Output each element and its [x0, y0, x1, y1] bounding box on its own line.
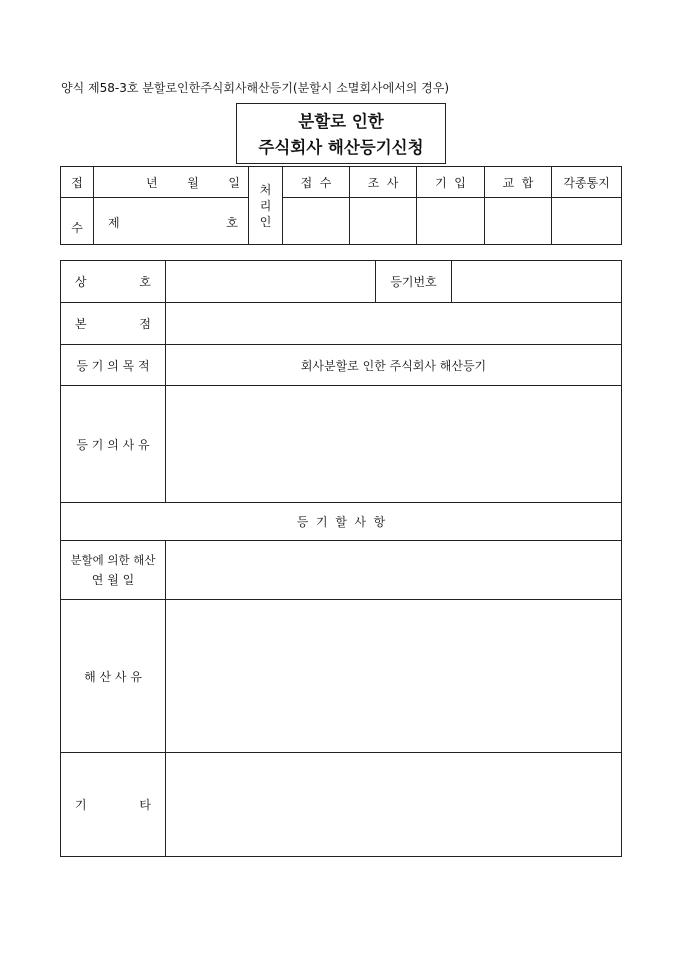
head-office-field[interactable]	[166, 303, 622, 345]
receipt-date-cell[interactable]	[94, 167, 249, 198]
processor-label: 처 리 인	[249, 167, 283, 245]
ho-label: 호	[226, 216, 238, 230]
registration-number-label: 등기번호	[376, 261, 452, 303]
dissolution-reason-field[interactable]	[166, 600, 622, 753]
sign-giip[interactable]	[417, 198, 485, 245]
other-field[interactable]	[166, 753, 622, 857]
form-title-line1: 분할로 인한	[298, 112, 384, 131]
year-label: 년	[146, 175, 158, 190]
company-name-field[interactable]	[166, 261, 376, 303]
receipt-number-cell[interactable]	[94, 198, 249, 245]
header-josa: 조 사	[350, 167, 417, 198]
registration-reason-label: 등 기 의 사 유	[61, 386, 166, 503]
header-gyohap: 교 합	[485, 167, 552, 198]
registration-matters-header: 등 기 할 사 항	[61, 503, 622, 541]
header-jeopsu: 접 수	[283, 167, 350, 198]
registration-number-field[interactable]	[452, 261, 622, 303]
receipt-label-top: 접	[61, 167, 94, 198]
month-label: 월	[187, 175, 199, 190]
receipt-label-bottom: 수	[61, 198, 94, 245]
receipt-table	[60, 166, 622, 245]
sign-josa[interactable]	[350, 198, 417, 245]
registration-reason-field[interactable]	[166, 386, 622, 503]
dissolution-date-field[interactable]	[166, 541, 622, 600]
head-office-label: 본 점	[61, 303, 166, 345]
dissolution-date-label: 분할에 의한 해산 연 월 일	[61, 541, 166, 600]
company-name-label: 상 호	[61, 261, 166, 303]
header-giip: 기 입	[417, 167, 485, 198]
form-title	[236, 103, 446, 164]
form-title-line2: 주식회사 해산등기신청	[258, 138, 424, 157]
header-notices: 각종통지	[552, 167, 622, 198]
registration-purpose-value: 회사분할로 인한 주식회사 해산등기	[166, 345, 622, 386]
sign-gyohap[interactable]	[485, 198, 552, 245]
form-number: 양식 제58-3호 분할로인한주식회사해산등기(분할시 소멸회사에서의 경우)	[61, 81, 450, 95]
application-table	[60, 260, 622, 857]
registration-purpose-label: 등 기 의 목 적	[61, 345, 166, 386]
sign-notices[interactable]	[552, 198, 622, 245]
other-label: 기 타	[61, 753, 166, 857]
sign-jeopsu[interactable]	[283, 198, 350, 245]
dissolution-reason-label: 해 산 사 유	[61, 600, 166, 753]
day-label: 일	[228, 175, 240, 190]
je-label: 제	[108, 216, 120, 230]
